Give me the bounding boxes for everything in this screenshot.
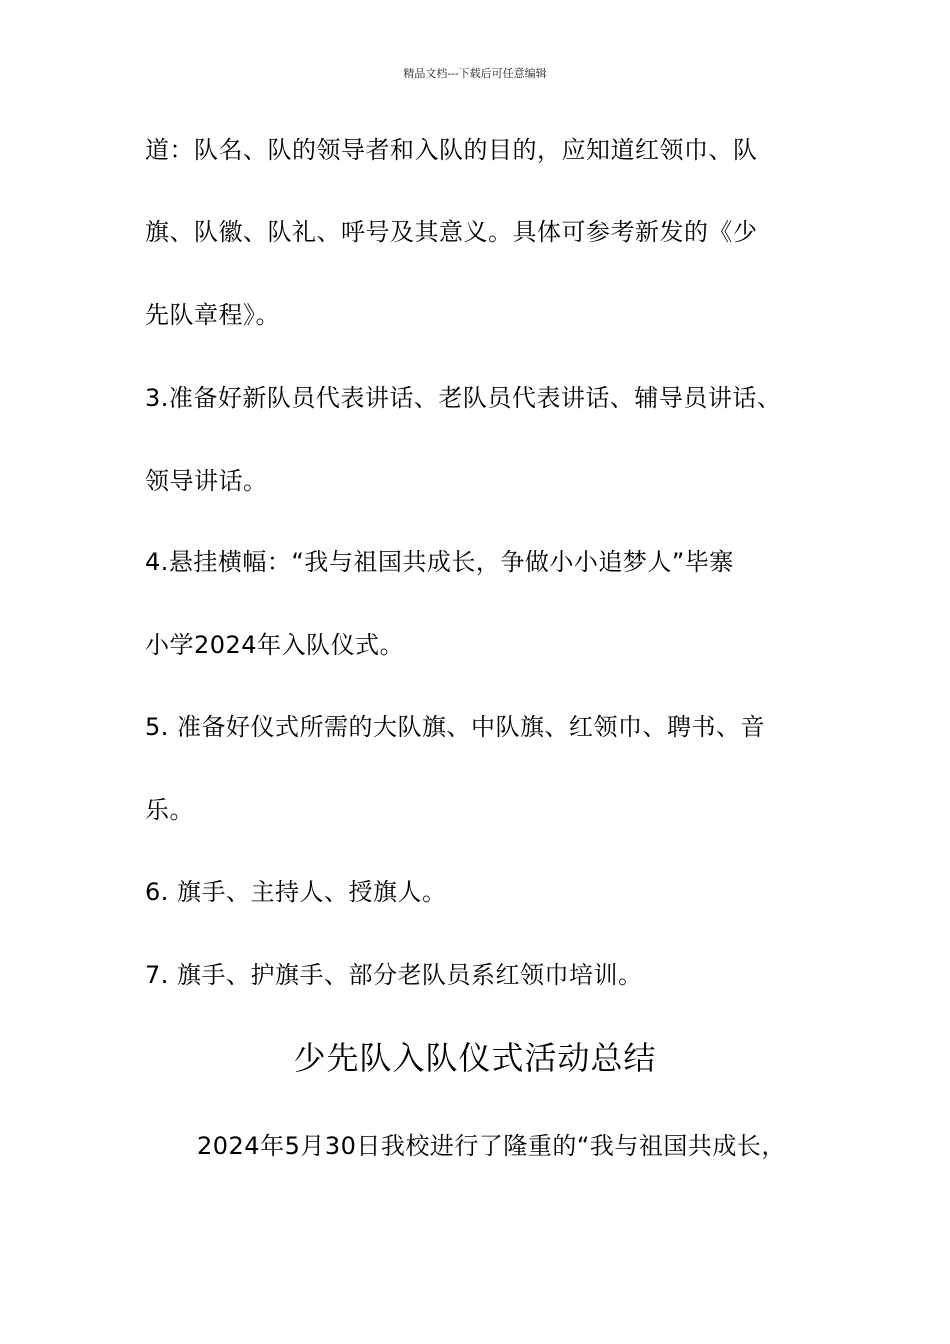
section-title: 少先队入队仪式活动总结 (293, 1039, 657, 1077)
paragraph-first-line: 2024年5月30日我校进行了隆重的“我与祖国共成长， (197, 1132, 786, 1160)
list-item-4: 4.悬挂横幅：“我与祖国共成长，争做小小追梦人”毕寨 (145, 548, 734, 576)
body-line: 旗、队徽、队礼、呼号及其意义。具体可参考新发的《少 (145, 218, 758, 246)
body-line: 领导讲话。 (145, 467, 268, 495)
body-line: 乐。 (145, 796, 194, 824)
list-item-3: 3.准备好新队员代表讲话、老队员代表讲话、辅导员讲话、 (145, 384, 782, 412)
list-item-6: 6. 旗手、主持人、授旗人。 (145, 878, 447, 906)
list-item-7: 7. 旗手、护旗手、部分老队员系红领巾培训。 (145, 961, 643, 989)
page-header: 精品文档---下载后可任意编辑 (403, 67, 547, 80)
list-item-5: 5. 准备好仪式所需的大队旗、中队旗、红领巾、聘书、音 (145, 713, 766, 741)
body-line: 小学2024年入队仪式。 (145, 631, 405, 659)
body-line: 先队章程》。 (145, 301, 280, 329)
body-line: 道：队名、队的领导者和入队的目的，应知道红领巾、队 (145, 136, 758, 164)
